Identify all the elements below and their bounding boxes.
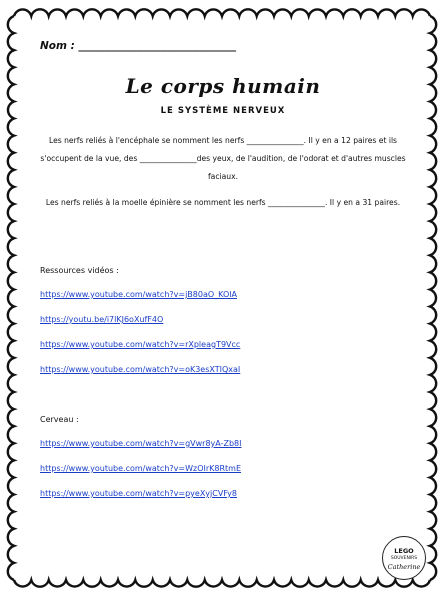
video-link[interactable]: https://www.youtube.com/watch?v=rXpleagT9Vcc xyxy=(40,340,241,349)
name-field: Nom : ______________________________ xyxy=(40,40,236,52)
paragraph-spinal-nerves: Les nerfs reliés à la moelle épinière se nomment les nerfs _______________. Il y en a 31 paires. xyxy=(45,198,401,207)
page-subtitle: LE SYSTÈME NERVEUX xyxy=(160,106,286,116)
brain-video-link[interactable]: https://www.youtube.com/watch?v=WzOIrK8RtmE xyxy=(40,464,242,473)
paragraph-cranial-nerves: Les nerfs reliés à l'encéphale se nomment les nerfs _______________. Il y en a 12 paires et ils s'occupent de la vue, des _______________des yeux, de l'audition, de l'odorat et d'autres muscles faciaux. xyxy=(40,136,406,181)
logo-line: LEGO xyxy=(394,547,414,555)
page-title: Le corps humain xyxy=(125,74,321,98)
brain-video-link[interactable]: https://www.youtube.com/watch?v=gVwr8yA-Zb8I xyxy=(40,439,242,448)
logo-line: Catherine xyxy=(387,563,421,571)
worksheet-content xyxy=(30,34,416,554)
brain-video-link[interactable]: https://www.youtube.com/watch?v=pyeXyjCVFy8 xyxy=(40,489,237,498)
section-label-videos: Ressources vidéos : xyxy=(40,266,119,275)
video-link[interactable]: https://www.youtube.com/watch?v=jB80aO_KOlA xyxy=(40,290,237,299)
section-label-brain: Cerveau : xyxy=(40,415,79,424)
video-link[interactable]: https://www.youtube.com/watch?v=oK3esXTIQxaI xyxy=(40,365,241,374)
video-link[interactable]: https://youtu.be/i7lKJ6oXufF4O xyxy=(40,315,164,324)
author-logo xyxy=(382,536,426,580)
logo-line: SOUVENIRS xyxy=(390,556,418,561)
